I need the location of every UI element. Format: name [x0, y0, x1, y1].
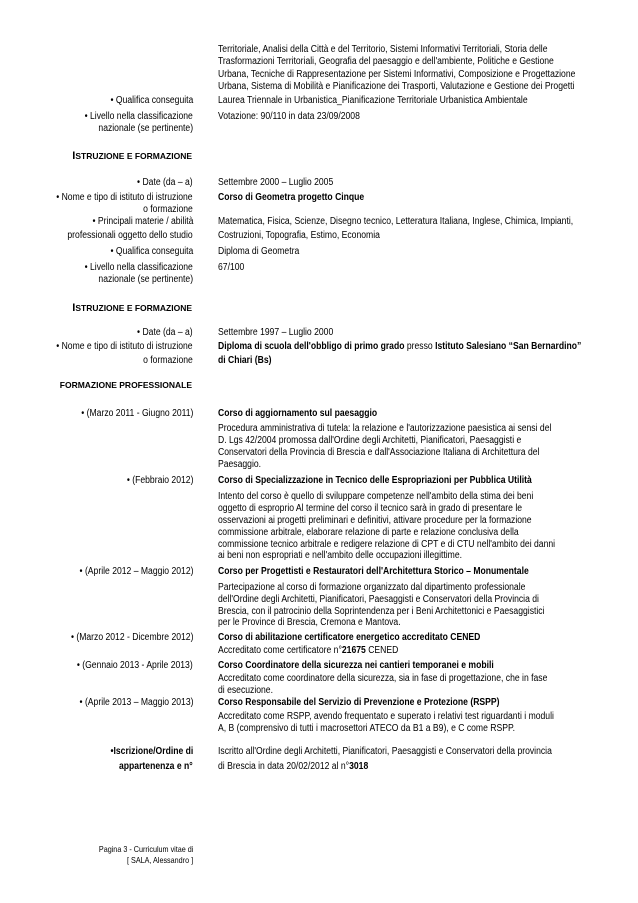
- institution-label: o formazione: [143, 355, 193, 366]
- dates-label: • Date (da – a): [137, 327, 193, 338]
- institution-label: o formazione: [143, 204, 193, 215]
- qualification-value: Laurea Triennale in Urbanistica_Pianificazione Territoriale Urbanistica Ambientale: [218, 95, 528, 106]
- course-period: • (Aprile 2013 – Maggio 2013): [79, 697, 193, 708]
- section-heading: FORMAZIONE PROFESSIONALE: [59, 380, 192, 390]
- course-description-line: dell'Ordine degli Architetti, Pianificatori, Paesaggisti e Conservatori della Provincia di: [218, 594, 539, 605]
- course-description-line: Brescia, con il patrocinio della Soprintendenza per i Beni Architettonici e Paesaggistici: [218, 606, 545, 617]
- level-value: Votazione: 90/110 in data 23/09/2008: [218, 111, 360, 122]
- course-period: • (Gennaio 2013 - Aprile 2013): [77, 660, 193, 671]
- course-description-line: Accreditato come RSPP, avendo frequentato e superato i relativi test riguardanti i moduli: [218, 711, 554, 722]
- certificate-number: 21675: [341, 645, 366, 656]
- dates-label: • Date (da – a): [137, 177, 193, 188]
- subjects-line: Costruzioni, Topografia, Estimo, Economia: [218, 230, 380, 241]
- qualification-label: • Qualifica conseguita: [110, 246, 193, 257]
- course-description-line: commissione tecnico arbitrale e redigere relazione di CPT e di CTU nell'ambito dei danni: [218, 539, 556, 550]
- dates-value: Settembre 1997 – Luglio 2000: [218, 327, 334, 338]
- institution-place: di Chiari (Bs): [218, 355, 272, 366]
- course-period: • (Marzo 2011 - Giugno 2011): [80, 408, 193, 419]
- qualification-value: Diploma di Geometra: [218, 246, 300, 257]
- section-heading: ISTRUZIONE E FORMAZIONE: [72, 302, 192, 314]
- course-title: Corso di Specializzazione in Tecnico delle Espropriazioni per Pubblica Utilità: [218, 475, 532, 486]
- course-period: • (Aprile 2012 – Maggio 2012): [79, 566, 193, 577]
- registration-line: Iscritto all'Ordine degli Architetti, Pianificatori, Paesaggisti e Conservatori della provincia: [218, 746, 552, 757]
- school-name: Diploma di scuola dell'obbligo di primo grado: [218, 341, 405, 352]
- course-description-line: Partecipazione al corso di formazione organizzato dal dipartimento professionale: [218, 582, 526, 593]
- institution-value: Corso di Geometra progetto Cinque: [218, 192, 365, 203]
- institution-connector: presso: [406, 341, 433, 352]
- course-description-line: ai beni non espropriati e nell'ambito delle occupazioni illegittime.: [218, 550, 463, 561]
- course-description-line: di esecuzione.: [218, 685, 273, 696]
- course-description-line: commissione arbitrale, elaborare relazione di parte e relazione conclusiva della: [218, 527, 519, 538]
- level-label: • Livello nella classificazione: [84, 111, 193, 122]
- institution-label: • Nome e tipo di istituto di istruzione: [56, 341, 193, 352]
- certificate-suffix: CENED: [368, 645, 399, 656]
- footer-page-label: Pagina 3 - Curriculum vitae di: [98, 845, 193, 854]
- course-description-line: osservazioni ai progetti preliminari e definitivi, attivare procedure per la formazione: [218, 515, 532, 526]
- course-description-line: Paesaggio.: [218, 459, 262, 470]
- subjects-line: Territoriale, Analisi della Città e del Territorio, Sistemi Informativi Territoriali, Storia delle: [218, 44, 548, 55]
- course-description-line: A, B (comprensivo di tutti i macrosettori ATECO da B1 a B9), e C come RSPP.: [218, 723, 515, 734]
- dates-value: Settembre 2000 – Luglio 2005: [218, 177, 334, 188]
- registration-label: appartenenza e n°: [119, 761, 193, 772]
- institute-name: Istituto Salesiano “San Bernardino”: [435, 341, 582, 352]
- qualification-label: • Qualifica conseguita: [110, 95, 193, 106]
- registration-number: 3018: [349, 761, 369, 772]
- course-description-line: [218, 645, 398, 657]
- level-value: 67/100: [218, 262, 245, 273]
- level-label: • Livello nella classificazione: [84, 262, 193, 273]
- subjects-label: professionali oggetto dello studio: [67, 230, 193, 241]
- registration-label: •Iscrizione/Ordine di: [110, 746, 193, 757]
- institution-label: • Nome e tipo di istituto di istruzione: [56, 192, 193, 203]
- course-title: Corso per Progettisti e Restauratori dell'Architettura Storico – Monumentale: [218, 566, 529, 577]
- course-period: • (Marzo 2012 - Dicembre 2012): [70, 632, 193, 643]
- course-description-line: D. Lgs 42/2004 promossa dall'Ordine degli Architetti, Pianificatori, Paesaggisti e: [218, 435, 522, 446]
- course-description-line: Intento del corso è quello di sviluppare competenze nell'ambito della stima dei beni: [218, 491, 534, 502]
- section-heading: ISTRUZIONE E FORMAZIONE: [72, 150, 192, 162]
- subjects-line: Urbana, Sistema di Mobilità e Pianificazione dei Trasporti, Valutazione e Gestione dei Progetti: [218, 81, 575, 92]
- course-description-line: per le Province di Brescia, Cremona e Mantova.: [218, 617, 401, 628]
- course-description-line: oggetto di esproprio Al termine del corso il tecnico sarà in grado di presentare le: [218, 503, 523, 514]
- institution-value: [218, 341, 581, 353]
- footer-name: [ SALA, Alessandro ]: [126, 856, 193, 865]
- course-description-line: Accreditato come coordinatore della sicurezza, sia in fase di progettazione, che in fase: [218, 673, 548, 684]
- registration-line: [218, 761, 368, 773]
- course-description-line: Procedura amministrativa di tutela: la relazione e l'autorizzazione paesistica ai sensi del: [218, 423, 552, 434]
- registration-text: di Brescia in data 20/02/2012 al n°: [218, 761, 350, 772]
- level-label: nazionale (se pertinente): [98, 123, 193, 134]
- course-period: • (Febbraio 2012): [126, 475, 193, 486]
- course-description-line: Conservatori della Provincia di Brescia e dall'Associazione Italiana di Architettura del: [218, 447, 540, 458]
- course-title: Corso Coordinatore della sicurezza nei cantieri temporanei e mobili: [218, 660, 494, 671]
- course-title: Corso di abilitazione certificatore energetico accreditato CENED: [218, 632, 481, 643]
- subjects-label: • Principali materie / abilità: [92, 216, 193, 227]
- subjects-line: Urbana, Tecniche di Rappresentazione per Sistemi Informativi, Composizione e Progettazione: [218, 69, 576, 80]
- certificate-prefix: Accreditato come certificatore n°: [218, 645, 342, 656]
- subjects-line: Trasformazioni Territoriali, Geografia del paesaggio e dell'ambiente, Politiche e Gestione: [218, 56, 554, 67]
- subjects-line: Matematica, Fisica, Scienze, Disegno tecnico, Letteratura Italiana, Inglese, Chimica, Impianti,: [218, 216, 574, 227]
- course-title: Corso Responsabile del Servizio di Prevenzione e Protezione (RSPP): [218, 697, 500, 708]
- level-label: nazionale (se pertinente): [98, 274, 193, 285]
- course-title: Corso di aggiornamento sul paesaggio: [218, 408, 378, 419]
